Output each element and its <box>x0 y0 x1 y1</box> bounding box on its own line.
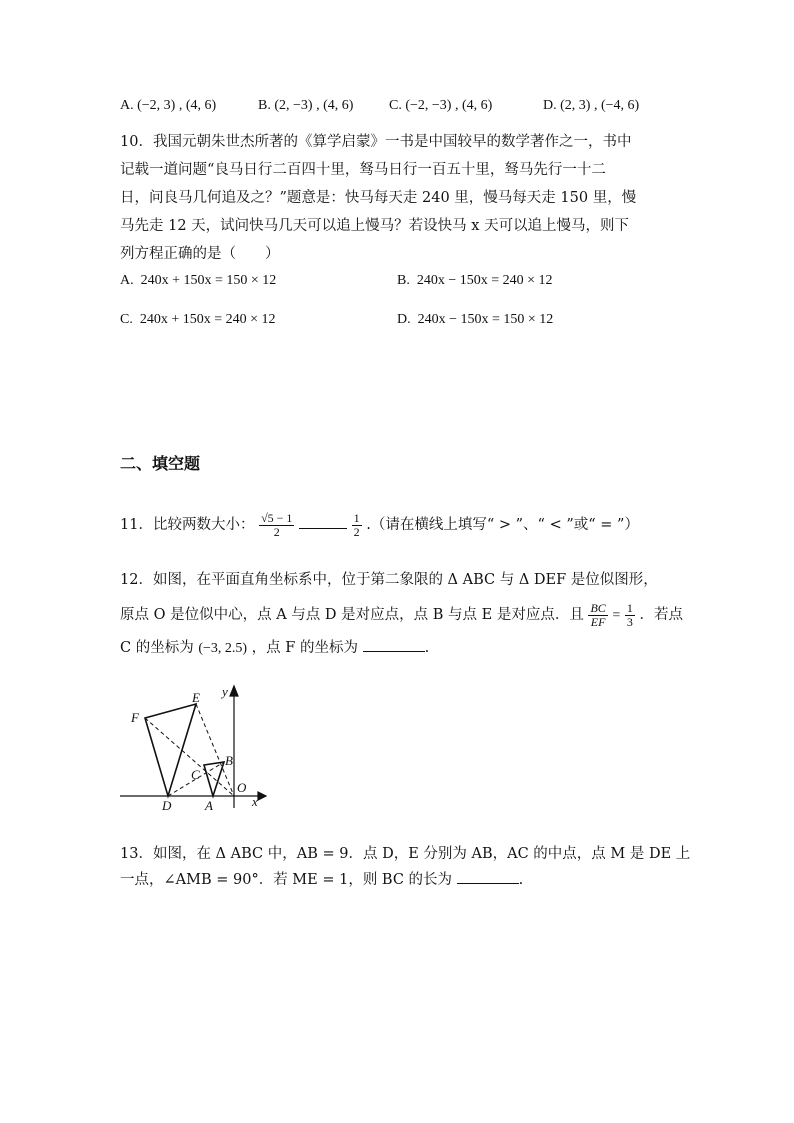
q13-line-2: 一点，∠AMB = 90°．若 ME = 1，则 BC 的长为 . <box>120 866 523 894</box>
q9-option-d: D. (2, 3) , (−4, 6) <box>543 98 640 113</box>
label-y: y <box>222 684 228 699</box>
q11-fraction-left: $\frac{√5 - 1}{2}$ <box>261 510 293 539</box>
q9-option-c: C. (−2, −3) , (4, 6) <box>389 98 493 113</box>
label-f: F <box>131 710 139 725</box>
q10-line-3: 日，问良马几何追及之？”题意是：快马每天走 240 里，慢马每天走 150 里，慢 <box>120 190 637 206</box>
coordinate-figure <box>118 682 268 810</box>
q11-suffix: .（请在横线上填写“ > ”、“ < ”或“ = ”） <box>366 517 639 533</box>
triangle-def <box>145 704 196 796</box>
q11-answer-blank[interactable] <box>299 514 347 529</box>
q10-option-b: B. 240x − 150x = 240 × 12 <box>397 273 553 288</box>
q12-ratio: $\frac{BC}{EF}$ <box>590 600 606 629</box>
q12-line-1: 12．如图，在平面直角坐标系中，位于第二象限的 Δ ABC 与 Δ DEF 是位似图形， <box>120 572 658 588</box>
label-d: D <box>162 798 172 810</box>
q11-fraction-right: $\frac{1}{2}$ <box>353 510 360 539</box>
q10-option-d: D. 240x − 150x = 150 × 12 <box>397 312 554 327</box>
label-a: A <box>205 798 213 810</box>
q10-line-5: 列方程正确的是（ ） <box>120 246 280 262</box>
q13-answer-blank[interactable] <box>457 869 519 884</box>
q12-ratio-value: $\frac{1}{3}$ <box>626 600 633 629</box>
q13-line-1: 13．如图，在 Δ ABC 中，AB = 9．点 D，E 分别为 AB，AC 的中点，点 M 是 DE 上 <box>120 846 691 862</box>
q9-option-b: B. (2, −3) , (4, 6) <box>258 98 354 113</box>
q12-line-2: 原点 O 是位似中心，点 A 与点 D 是对应点，点 B 与点 E 是对应点．且 $\frac{BC}{EF}$ = $\frac{1}{3}$ ．若点 <box>120 600 684 629</box>
label-c: C <box>191 767 200 782</box>
q10-option-c: C. 240x + 150x = 240 × 12 <box>120 312 276 327</box>
q11-prefix: 11．比较两数大小： <box>120 517 255 533</box>
q10-option-a: A. 240x + 150x = 150 × 12 <box>120 273 277 288</box>
dashed-f-o <box>145 718 234 796</box>
label-x: x <box>252 794 258 809</box>
q9-option-a: A. (−2, 3) , (4, 6) <box>120 98 217 113</box>
q11 <box>120 508 639 542</box>
q10-line-1: 10．我国元朝朱世杰所著的《算学启蒙》一书是中国较早的数学著作之一，书中 <box>120 134 632 150</box>
section-title: 二、填空题 <box>120 454 201 473</box>
q10-line-4: 马先走 12 天，试问快马几天可以追上慢马？若设快马 x 天可以追上慢马，则下 <box>120 218 630 234</box>
x-axis-arrow <box>258 792 266 800</box>
label-b: B <box>225 753 233 768</box>
label-o: O <box>237 780 247 795</box>
q12-answer-blank[interactable] <box>363 637 425 652</box>
q10-line-2: 记载一道问题“良马日行二百四十里，驽马日行一百五十里，驽马先行一十二 <box>120 162 606 178</box>
y-axis-arrow <box>230 686 238 696</box>
q12-line-3: C 的坐标为 (−3, 2.5) ，点 F 的坐标为 . <box>120 634 429 663</box>
label-e: E <box>192 690 200 705</box>
dashed-e-o <box>196 704 234 796</box>
